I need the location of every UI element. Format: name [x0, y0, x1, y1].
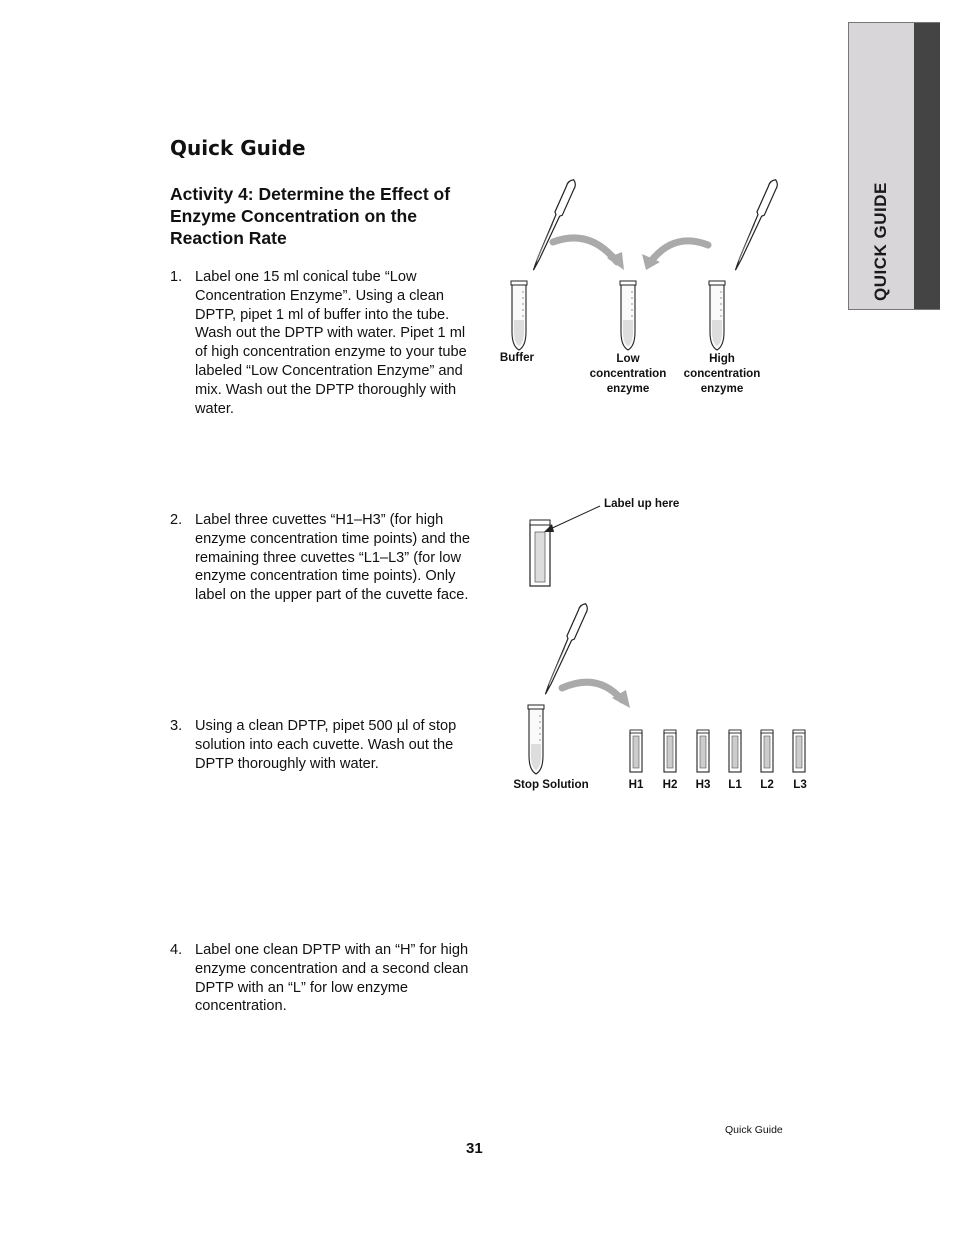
step-number: 4. — [170, 942, 183, 958]
label-line: enzyme — [606, 382, 650, 395]
buffer-label: Buffer — [499, 351, 535, 364]
stop-solution-tube-icon — [528, 705, 544, 774]
step-text: Label one clean DPTP with an “H” for high enzyme concentration and a second clean DPTP with an “L” for low enzyme concentration. — [195, 942, 469, 1015]
high-enzyme-tube-icon — [709, 281, 725, 350]
stop-solution-label: Stop Solution — [513, 778, 589, 791]
step-number: 2. — [170, 512, 183, 528]
callout-label: Label up here — [604, 497, 680, 510]
pipette-icon-right — [732, 178, 780, 272]
cuvette-label-l2: L2 — [760, 778, 774, 791]
cuvette-icon-h2 — [664, 730, 676, 772]
high-enzyme-label — [680, 351, 764, 396]
page-title: Quick Guide — [170, 136, 306, 160]
cuvette-icon-l2 — [761, 730, 773, 772]
cuvette-icon-l1 — [729, 730, 741, 772]
page-number: 31 — [466, 1140, 483, 1157]
cuvette-label-h3: H3 — [695, 778, 711, 791]
footer-section-label: Quick Guide — [725, 1124, 783, 1136]
cuvette-icon-l3 — [793, 730, 805, 772]
label-line: enzyme — [700, 382, 744, 395]
step-text: Label three cuvettes “H1–H3” (for high enzyme concentration time points) and the remaining three cuvettes “L1–L3” (for low enzyme concentration time points). Only label on the upper part of the cuvette face. — [195, 512, 471, 604]
cuvette-label-l1: L1 — [728, 778, 742, 791]
callout-line — [548, 506, 600, 530]
label-line: High — [709, 352, 735, 365]
activity-heading: Activity 4: Determine the Effect of Enzyme Concentration on the Reaction Rate — [170, 184, 451, 248]
cuvette-icon-h1 — [630, 730, 642, 772]
step-text: Using a clean DPTP, pipet 500 µl of stop solution into each cuvette. Wash out the DPTP thoroughly with water. — [195, 718, 457, 772]
buffer-tube-icon — [511, 281, 527, 350]
label-line: Low — [616, 352, 640, 365]
label-line: concentration — [589, 367, 667, 380]
cuvette-icon-h3 — [697, 730, 709, 772]
cuvette-label-h2: H2 — [662, 778, 678, 791]
step-number: 1. — [170, 269, 183, 285]
pipette-icon-left — [530, 178, 578, 272]
arrow-icon-stop — [562, 682, 622, 700]
low-enzyme-tube-icon — [620, 281, 636, 350]
cuvette-label-h1: H1 — [628, 778, 644, 791]
arrow-icon-right — [652, 241, 708, 260]
step-number: 3. — [170, 718, 183, 734]
arrow-icon-left — [553, 238, 617, 262]
low-enzyme-label — [586, 351, 670, 396]
label-line: concentration — [683, 367, 761, 380]
step-text: Label one 15 ml conical tube “Low Concentration Enzyme”. Using a clean DPTP, pipet 1 ml of buffer into the tube. Wash out the DPTP with water. Pipet 1 ml of high concentration enzyme to your tube labeled “Low Concentration Enzyme” and mix. Wash out the DPTP thoroughly with water. — [195, 269, 467, 417]
cuvette-label-l3: L3 — [793, 778, 807, 791]
side-tab-label: QUICK GUIDE — [871, 182, 890, 301]
